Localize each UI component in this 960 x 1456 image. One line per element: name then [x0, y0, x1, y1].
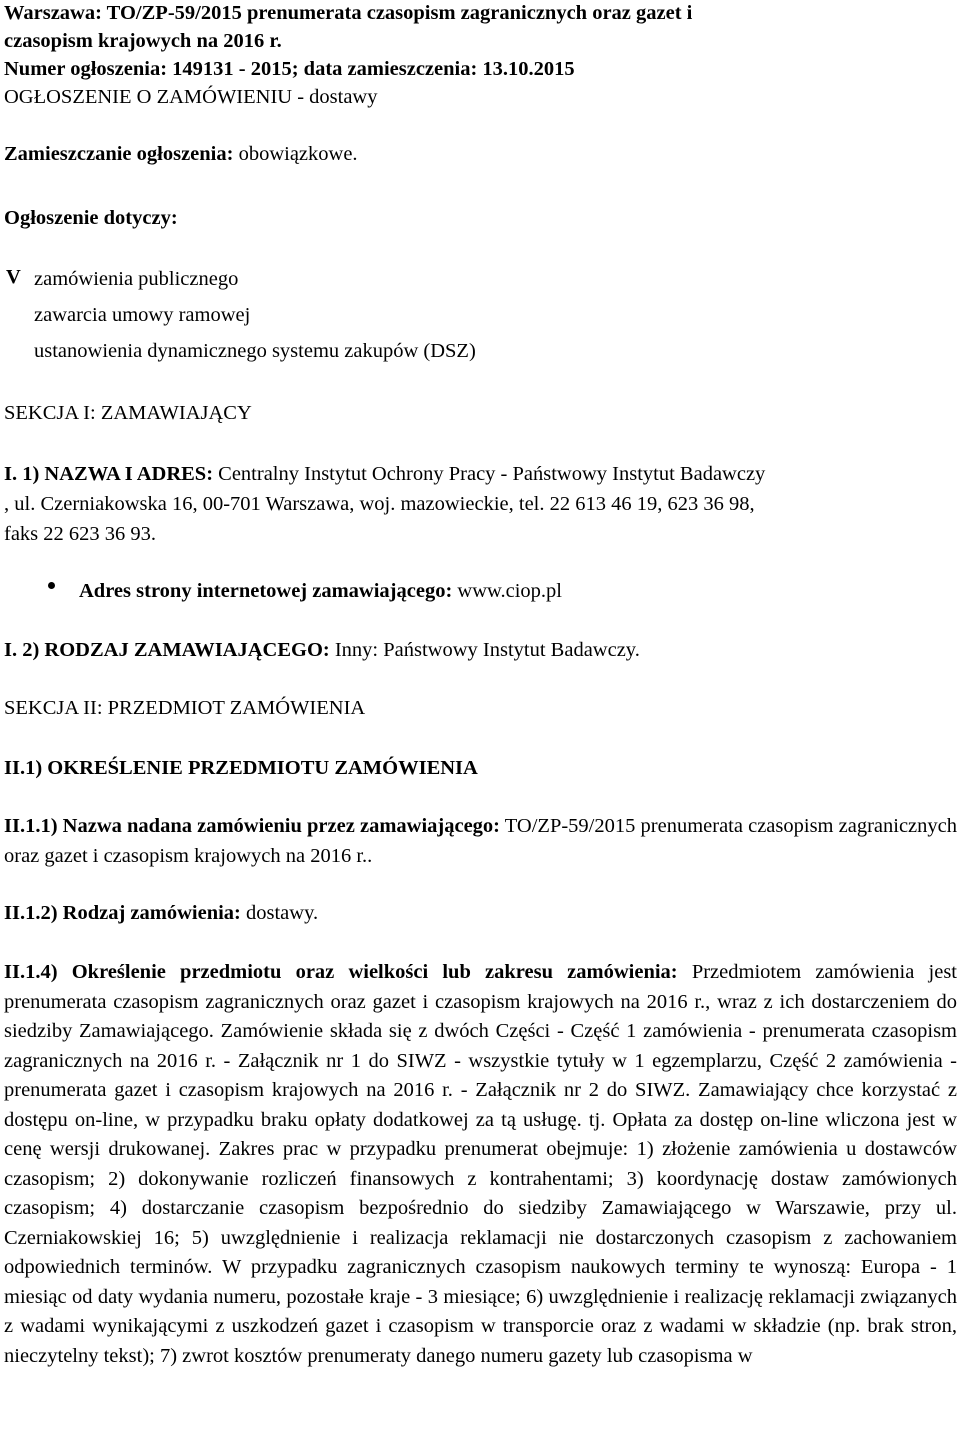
notice-title-line-1: Warszawa: TO/ZP-59/2015 prenumerata czasopism zagranicznych oraz gazet i	[4, 2, 693, 24]
section-2-subtitle: II.1) OKREŚLENIE PRZEDMIOTU ZAMÓWIENIA	[4, 757, 478, 779]
order-name-label: II.1.1) Nazwa nadana zamówieniu przez zamawiającego:	[4, 815, 500, 837]
contracting-type-label: I. 2) RODZAJ ZAMAWIAJĄCEGO:	[4, 639, 330, 661]
notice-number-line: Numer ogłoszenia: 149131 - 2015; data zamieszczenia: 13.10.2015	[4, 58, 575, 80]
order-kind-label: II.1.2) Rodzaj zamówienia:	[4, 902, 241, 924]
bullet-icon	[48, 582, 55, 589]
notice-type: OGŁOSZENIE O ZAMÓWIENIU - dostawy	[4, 86, 378, 108]
posting-value: obowiązkowe.	[238, 143, 358, 165]
contracting-type-row	[4, 637, 956, 664]
contracting-name-value: Centralny Instytut Ochrony Pracy - Państwowy Instytut Badawczy	[218, 463, 766, 485]
contracting-fax-line: faks 22 623 36 93.	[4, 523, 157, 545]
website-row	[79, 578, 562, 605]
concerns-label: Ogłoszenie dotyczy:	[4, 207, 178, 229]
contracting-type-value: Inny: Państwowy Instytut Badawczy.	[334, 639, 640, 661]
section-1-title: SEKCJA I: ZAMAWIAJĄCY	[4, 402, 252, 424]
order-name-value: TO/ZP-59/2015 prenumerata czasopism zagranicznych oraz gazet i czasopism krajowych na 2016 r..	[4, 815, 957, 867]
order-name-paragraph	[4, 812, 957, 871]
posting-row	[4, 141, 956, 168]
selected-checkmark: V	[6, 266, 21, 288]
concerns-option-dsz: ustanowienia dynamicznego systemu zakupów (DSZ)	[34, 340, 476, 362]
order-kind-row	[4, 900, 956, 927]
order-description-label: II.1.4) Określenie przedmiotu oraz wielkości lub zakresu zamówienia:	[4, 961, 678, 983]
contracting-address-line: , ul. Czerniakowska 16, 00-701 Warszawa, woj. mazowieckie, tel. 22 613 46 19, 623 36 98,	[4, 493, 755, 515]
order-description-paragraph	[4, 958, 957, 1371]
website-link[interactable]: www.ciop.pl	[457, 580, 562, 602]
concerns-option-framework: zawarcia umowy ramowej	[34, 304, 251, 326]
section-2-title: SEKCJA II: PRZEDMIOT ZAMÓWIENIA	[4, 697, 366, 719]
concerns-option-public: zamówienia publicznego	[34, 268, 239, 290]
order-description-value: Przedmiotem zamówienia jest prenumerata czasopism zagranicznych oraz gazet i czasopism krajowych na 2016 r., wraz z ich dostarczeniem do siedziby Zamawiającego. Zamówienie składa się z dwóch Części - Część 1 zamówienia - prenumerata czasopism zagranicznych na 2016 r. - Załącznik nr 1 do SIWZ - wszystkie tytuły w 1 egzemplarzu, Część 2 zamówienia - prenumerata gazet i czasopism krajowych na 2016 r. - Załącznik nr 2 do SIWZ. Zamawiający chce korzystać z dostępu on-line, w przypadku braku opłaty dodatkowej za tą usługę. tj. Opłata za dostęp on-line wliczona jest w cenę wersji drukowanej. Zakres prac w przypadku prenumerat obejmuje: 1) złożenie zamówienia u dostawców czasopism; 2) dokonywanie rozliczeń finansowych z kontrahentami; 3) koordynację dostaw zamówionych czasopism; 4) dostarczanie czasopism bezpośrednio do siedziby Zamawiającego w Warszawie, przy ul. Czerniakowskiej 16; 5) uwzględnienie i realizacja reklamacji nie dostarczonych czasopism z zachowaniem odpowiednich terminów. W przypadku zagranicznych czasopism naukowych terminy te wynoszą: Europa - 1 miesiąc od daty wydania numeru, pozostałe kraje - 3 miesiące; 6) uwzględnienie i realizację reklamacji związanych z wadami wynikającymi z uszkodzeń gazet i czasopism w transporcie oraz z wadami w składzie (np. brak stron, nieczytelny tekst); 7) zwrot kosztów prenumeraty danego numeru gazety lub czasopisma w	[4, 961, 958, 1367]
contracting-name-line-1	[4, 461, 956, 488]
notice-title-line-2: czasopism krajowych na 2016 r.	[4, 30, 282, 52]
website-label: Adres strony internetowej zamawiającego:	[79, 580, 453, 602]
order-kind-value: dostawy.	[246, 902, 319, 924]
posting-label: Zamieszczanie ogłoszenia:	[4, 143, 234, 165]
contracting-name-label: I. 1) NAZWA I ADRES:	[4, 463, 214, 485]
